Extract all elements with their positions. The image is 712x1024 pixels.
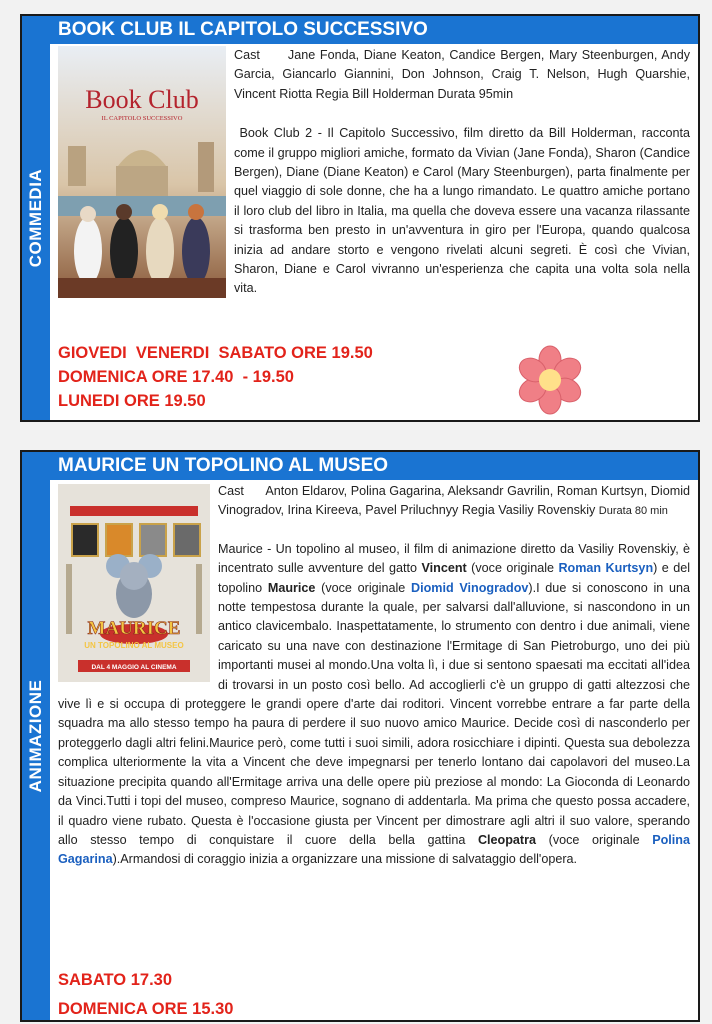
genre-sidebar <box>22 452 50 1020</box>
character-name: Maurice <box>267 580 316 595</box>
voice-actor: Polina Gagarina <box>58 832 690 867</box>
movie-description <box>58 46 690 309</box>
synopsis-text: ).I due si conoscono in una notte tempestosa durante la quale, per salvarsi dall'alluvione, si nascondono in un antico clavicembalo. Inaspettatamente, lo strumento con dentro i due animali, viene caricato su una nave con destinazione l'Ermitage di San Pietroburgo, uno dei più importanti musei al mondo.Una volta lì, i due si sentono spaesati ma eccitati all'idea di trovarsi in un posto così bello. Ad accoglierli c'è un gruppo di gatti altezzosi che vive lì e si occupa di proteggere le grandi opere d'arte dai roditori. Vincent vorrebbe entrare a far parte della squadra ma allo stesso tempo ha paura di perdere il suo nuovo amico Maurice. Decide così di nasconderlo per proteggerlo dagli altri felini.Maurice però, come tutti i suoi simili, adora rosicchiare i dipinti. Questa sua debolezza complica ulteriormente la vita a Vincent che deve impegnarsi per tenerlo lontano dai capolavori del museo.La situazione precipita quando all'Ermitage arriva una delle opere più preziose al mondo: La Gioconda di Leonardo da Vinci.Tutti i topi del museo, compreso Maurice, sognano di addentarla. Ma prima che questo possa accadere, il quadro viene rubato. Questa è l'occasione giusta per Vincent per dimostrare agli altri il suo valore, sperando allo stesso tempo di conquistare il cuore della bella gattina <box>58 580 690 847</box>
synopsis-text: Book Club 2 - Il Capitolo Successivo, film diretto da Bill Holderman, racconta come il gruppo migliori amiche, formato da Vivian (Jane Fonda), Sharon (Candice Bergen), Diane (Diane Keaton) e Carol (Mary Steenburgen), parta finalmente per quel viaggio di sole donne, che ha a lungo rimandato. Le quattro amiche portano il loro club del libro in Italia, ma quella che doveva essere una vacanza rilassante si trasforma ben presto in un'avventura in giro per l'Europa, quando qualcosa inizia ad andare storto e vengono rivelati alcuni segreti. È così che Vivian, Sharon, Diane e Carol vivranno un'esperienza che capita una volta sola nella vita. <box>234 126 691 296</box>
showtime-line: DOMENICA ORE 17.40 - 19.50 <box>58 368 294 386</box>
synopsis-text: (voce originale <box>315 580 411 595</box>
poster-title: Book Club <box>85 85 199 114</box>
synopsis-text: Maurice - Un topolino al museo, il film di animazione diretto da Vasiliy Rovenskiy, è incentrato sulle avventure del gatto <box>218 541 690 576</box>
showtime-line: SABATO 17.30 <box>58 971 173 989</box>
character-name: Cleopatra <box>477 832 537 847</box>
showtime-line: DOMENICA ORE 15.30 <box>58 1000 234 1018</box>
showtimes <box>58 968 233 1021</box>
poster-date: DAL 4 MAGGIO AL CINEMA <box>91 664 177 671</box>
movie-card-book-club <box>20 14 700 422</box>
poster-subtitle: UN TOPOLINO AL MUSEO <box>84 641 184 650</box>
showtime-line: GIOVEDI VENERDI SABATO ORE 19.50 <box>58 344 373 362</box>
movie-title: BOOK CLUB IL CAPITOLO SUCCESSIVO <box>50 16 698 44</box>
cast-text: Anton Eldarov, Polina Gagarina, Aleksandr Gavrilin, Roman Kurtsyn, Diomid Vinogradov, Irina Kireeva, Pavel Priluchnyy Regia Vasiliy Rovenskiy <box>218 484 690 518</box>
cast-label: Cast <box>234 48 260 62</box>
duration: Durata 80 min <box>598 505 668 518</box>
cast-label: Cast <box>218 484 244 498</box>
showtime-line: LUNEDI ORE 19.50 <box>58 392 206 410</box>
poster-subtitle: IL CAPITOLO SUCCESSIVO <box>101 115 183 122</box>
movie-title: MAURICE UN TOPOLINO AL MUSEO <box>50 452 698 480</box>
showtimes <box>58 341 373 413</box>
movie-card-maurice <box>20 450 700 1022</box>
voice-actor: Roman Kurtsyn <box>558 561 654 576</box>
voice-actor: Diomid Vinogradov <box>410 580 529 595</box>
genre-sidebar <box>22 16 50 420</box>
synopsis-text: (voce originale <box>536 832 653 847</box>
genre-label: ANIMAZIONE <box>26 679 45 793</box>
movie-description <box>58 482 690 880</box>
synopsis-text: (voce originale <box>466 561 559 576</box>
synopsis-text: ) e del topolino <box>218 561 691 595</box>
character-name: Vincent <box>421 561 467 576</box>
cast-text: Jane Fonda, Diane Keaton, Candice Bergen, Mary Steenburgen, Andy Garcia, Giancarlo Giannini, Don Johnson, Craig T. Nelson, Hugh Quarshie, Vincent Riotta Regia Bill Holderman Durata 95min <box>234 48 690 101</box>
poster-title: MAURICE <box>87 618 181 639</box>
genre-label: COMMEDIA <box>26 168 45 268</box>
flower-icon <box>514 344 586 416</box>
synopsis-text: ).Armandosi di coraggio inizia a organizzare una missione di salvataggio dell'opera. <box>112 852 578 867</box>
